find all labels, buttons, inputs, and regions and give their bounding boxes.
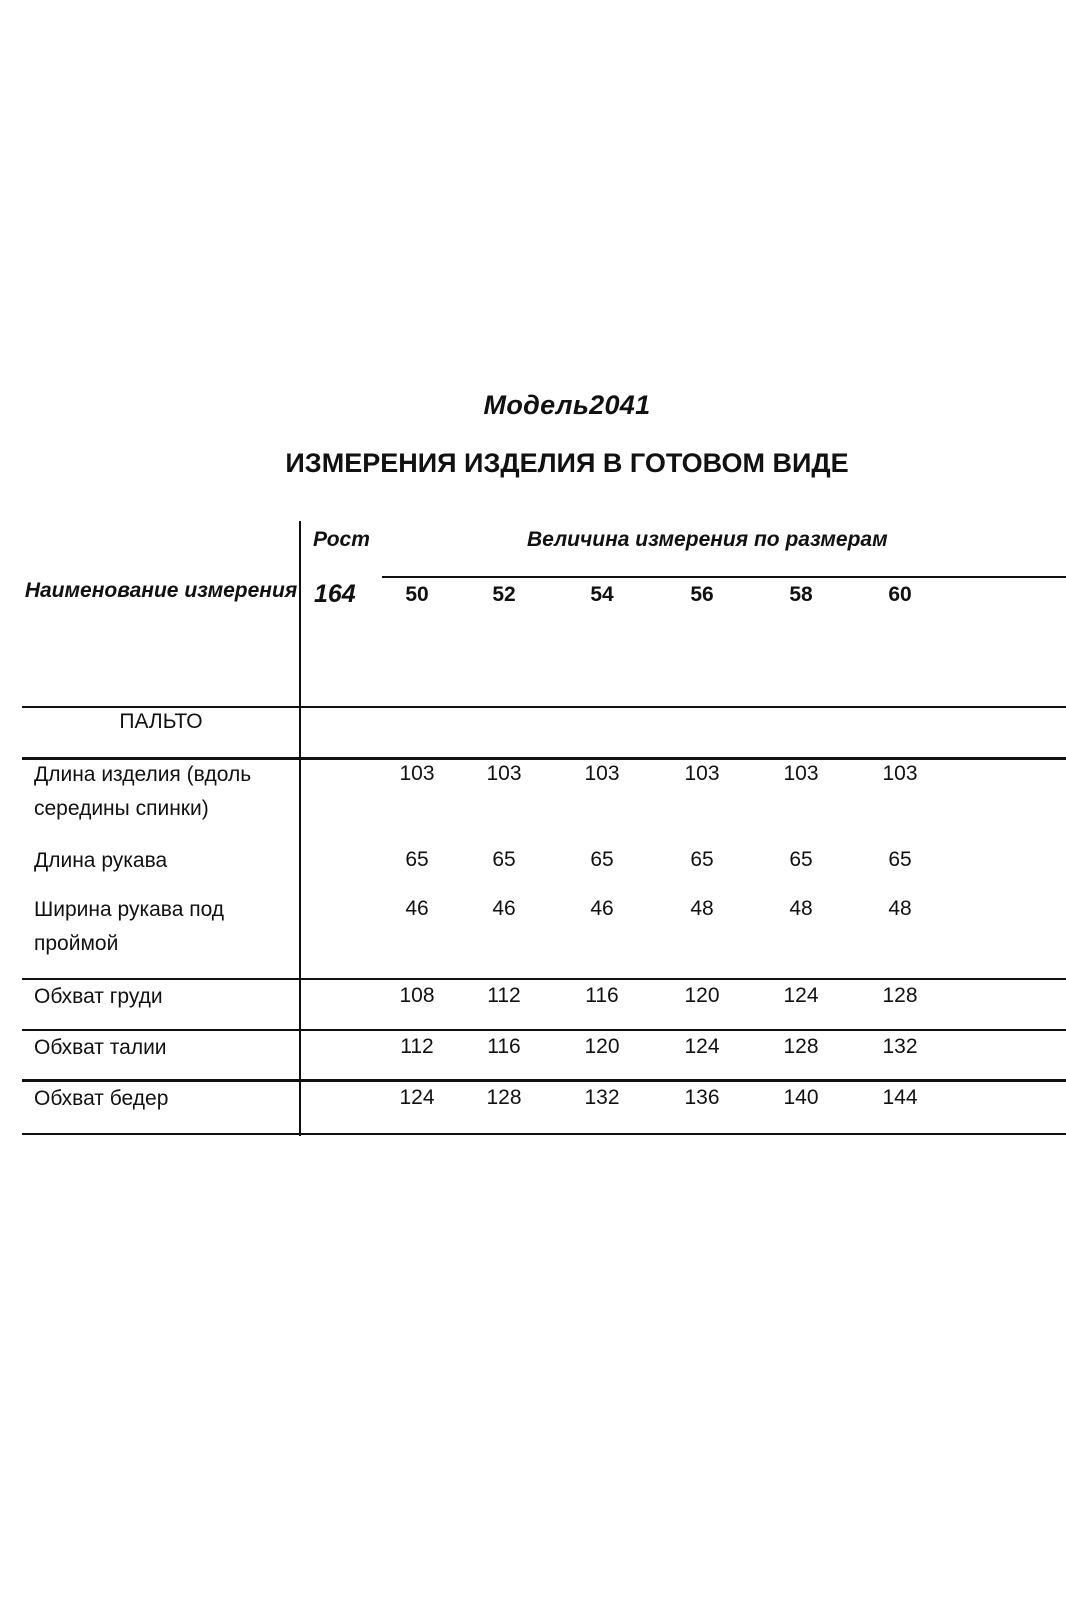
table-cell: 46 — [492, 897, 516, 920]
sizes-underline — [382, 576, 1066, 578]
table-cell: 48 — [789, 897, 813, 920]
model-title: Модель2041 — [483, 390, 651, 420]
table-cell: 65 — [888, 848, 912, 871]
table-bottom-border — [22, 1133, 1066, 1135]
table-cell: 128 — [783, 1035, 819, 1058]
table-cell: 103 — [684, 762, 720, 785]
table-cell: 120 — [584, 1035, 620, 1058]
table-cell: 128 — [486, 1086, 522, 1109]
table-cell: 103 — [882, 762, 918, 785]
table-cell: 124 — [684, 1035, 720, 1058]
measurement-name-header: Наименование измерения — [24, 579, 298, 602]
table-cell: 144 — [882, 1086, 918, 1109]
table-cell: 116 — [487, 1035, 521, 1058]
section-label: ПАЛЬТО — [119, 710, 203, 733]
size-header-52: 52 — [492, 583, 516, 606]
row-label-sleeve-length: Длина рукава — [34, 849, 168, 872]
row-label-garment-length: Длина изделия (вдоль середины спинки) — [34, 763, 252, 820]
table-cell: 136 — [684, 1086, 720, 1109]
table-cell: 48 — [888, 897, 912, 920]
row-divider — [22, 1079, 1066, 1082]
table-cell: 132 — [882, 1035, 918, 1058]
section-bottom-border — [22, 757, 1066, 760]
table-cell: 65 — [789, 848, 813, 871]
header-bottom-border — [22, 706, 1066, 708]
row-label-waist: Обхват талии — [34, 1036, 167, 1059]
table-cell: 112 — [487, 984, 521, 1007]
size-header-58: 58 — [789, 583, 813, 606]
table-cell: 103 — [584, 762, 620, 785]
table-cell: 116 — [585, 984, 619, 1007]
sizes-header: Величина измерения по размерам — [527, 528, 888, 551]
size-header-60: 60 — [888, 583, 912, 606]
table-cell: 132 — [584, 1086, 620, 1109]
table-cell: 140 — [783, 1086, 819, 1109]
size-header-50: 50 — [405, 583, 429, 606]
height-value: 164 — [314, 580, 356, 608]
height-label: Рост — [313, 528, 370, 551]
table-cell: 128 — [882, 984, 918, 1007]
table-cell: 124 — [783, 984, 819, 1007]
table-cell: 112 — [400, 1035, 434, 1058]
document-title: ИЗМЕРЕНИЯ ИЗДЕЛИЯ В ГОТОВОМ ВИДЕ — [285, 448, 849, 478]
table-cell: 103 — [399, 762, 435, 785]
size-header-54: 54 — [590, 583, 614, 606]
table-cell: 48 — [690, 897, 714, 920]
table-cell: 108 — [399, 984, 435, 1007]
table-cell: 103 — [486, 762, 522, 785]
table-cell: 65 — [405, 848, 429, 871]
table-cell: 120 — [684, 984, 720, 1007]
table-cell: 103 — [783, 762, 819, 785]
table-cell: 65 — [690, 848, 714, 871]
row-divider — [22, 1029, 1066, 1031]
row-label-sleeve-width: Ширина рукава под проймой — [34, 898, 225, 955]
table-cell: 124 — [399, 1086, 435, 1109]
table-cell: 65 — [492, 848, 516, 871]
size-header-56: 56 — [690, 583, 714, 606]
row-divider — [22, 978, 1066, 980]
table-cell: 46 — [405, 897, 429, 920]
table-cell: 65 — [590, 848, 614, 871]
row-label-hips: Обхват бедер — [34, 1087, 169, 1110]
table-cell: 46 — [590, 897, 614, 920]
row-label-chest: Обхват груди — [34, 985, 163, 1008]
column-divider — [299, 521, 301, 1136]
